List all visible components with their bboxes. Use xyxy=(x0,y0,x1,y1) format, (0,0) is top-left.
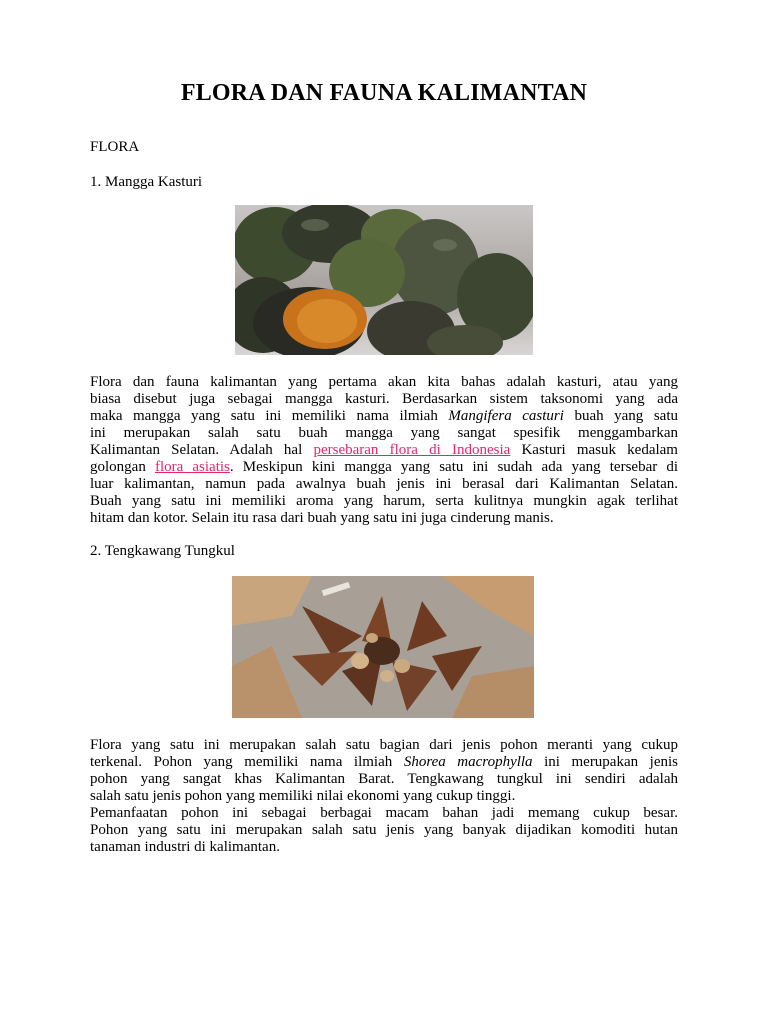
text-line: biasa disebut juga sebagai mangga kasturi. Berdasarkan sistem taksonomi yang ada xyxy=(90,391,678,407)
text-segment: Kalimantan Selatan. Adalah hal xyxy=(90,442,314,458)
text-line: salah satu jenis pohon yang memiliki nilai ekonomi yang cukup tinggi. xyxy=(90,788,516,804)
text-line xyxy=(90,442,678,459)
scientific-name-mangifera: Mangifera casturi xyxy=(448,408,564,424)
text-line: Flora dan fauna kalimantan yang pertama akan kita bahas adalah kasturi, atau yang xyxy=(90,374,678,390)
text-segment: terkenal. Pohon yang memiliki nama ilmiah xyxy=(90,754,404,770)
text-line xyxy=(90,408,678,425)
link-flora-asiatis[interactable]: flora asiatis xyxy=(154,459,230,475)
text-line: tanaman industri di kalimantan. xyxy=(90,839,280,855)
scientific-name-shorea: Shorea macrophylla xyxy=(403,754,533,770)
text-line: Pohon yang satu ini merupakan salah satu jenis yang banyak dijadikan komoditi hutan xyxy=(90,822,678,838)
text-segment: Kasturi masuk kedalam xyxy=(510,442,678,458)
text-segment: maka mangga yang satu ini memiliki nama ilmiah xyxy=(90,408,449,424)
text-line: pohon yang sangat khas Kalimantan Barat. Tengkawang tungkul ini sendiri adalah xyxy=(90,771,678,787)
text-line: luar kalimantan, namun pada awalnya buah jenis ini berasal dari Kalimantan Selatan. xyxy=(90,476,678,492)
text-line xyxy=(90,754,678,771)
text-segment: ini merupakan jenis xyxy=(532,754,678,770)
text-line: hitam dan kotor. Selain itu rasa dari buah yang satu ini juga cinderung manis. xyxy=(90,510,554,526)
item-heading-tengkawang-tungkul: 2. Tengkawang Tungkul xyxy=(90,543,235,559)
mangga-kasturi-photo xyxy=(235,205,533,355)
text-line: Flora yang satu ini merupakan salah satu bagian dari jenis pohon meranti yang cukup xyxy=(90,737,678,753)
text-line xyxy=(90,459,678,476)
section-label-flora: FLORA xyxy=(90,139,140,155)
text-line: Buah yang satu ini memiliki aroma yang harum, serta kulitnya mungkin agak terlihat xyxy=(90,493,678,509)
tengkawang-tungkul-photo xyxy=(232,576,534,718)
link-persebaran-flora[interactable]: persebaran flora di Indonesia xyxy=(313,442,511,458)
text-line: ini merupakan salah satu buah mangga yang sangat spesifik menggambarkan xyxy=(90,425,678,441)
page-title: FLORA DAN FAUNA KALIMANTAN xyxy=(180,80,588,106)
item2-description xyxy=(90,737,678,856)
text-segment: buah yang satu xyxy=(563,408,678,424)
text-segment: golongan xyxy=(90,459,155,475)
item-heading-mangga-kasturi: 1. Mangga Kasturi xyxy=(90,174,203,190)
item1-description xyxy=(90,374,678,527)
text-line: Pemanfaatan pohon ini sebagai berbagai macam bahan jadi memang cukup besar. xyxy=(90,805,678,821)
text-segment: . Meskipun kini mangga yang satu ini sudah ada yang tersebar di xyxy=(229,459,679,475)
